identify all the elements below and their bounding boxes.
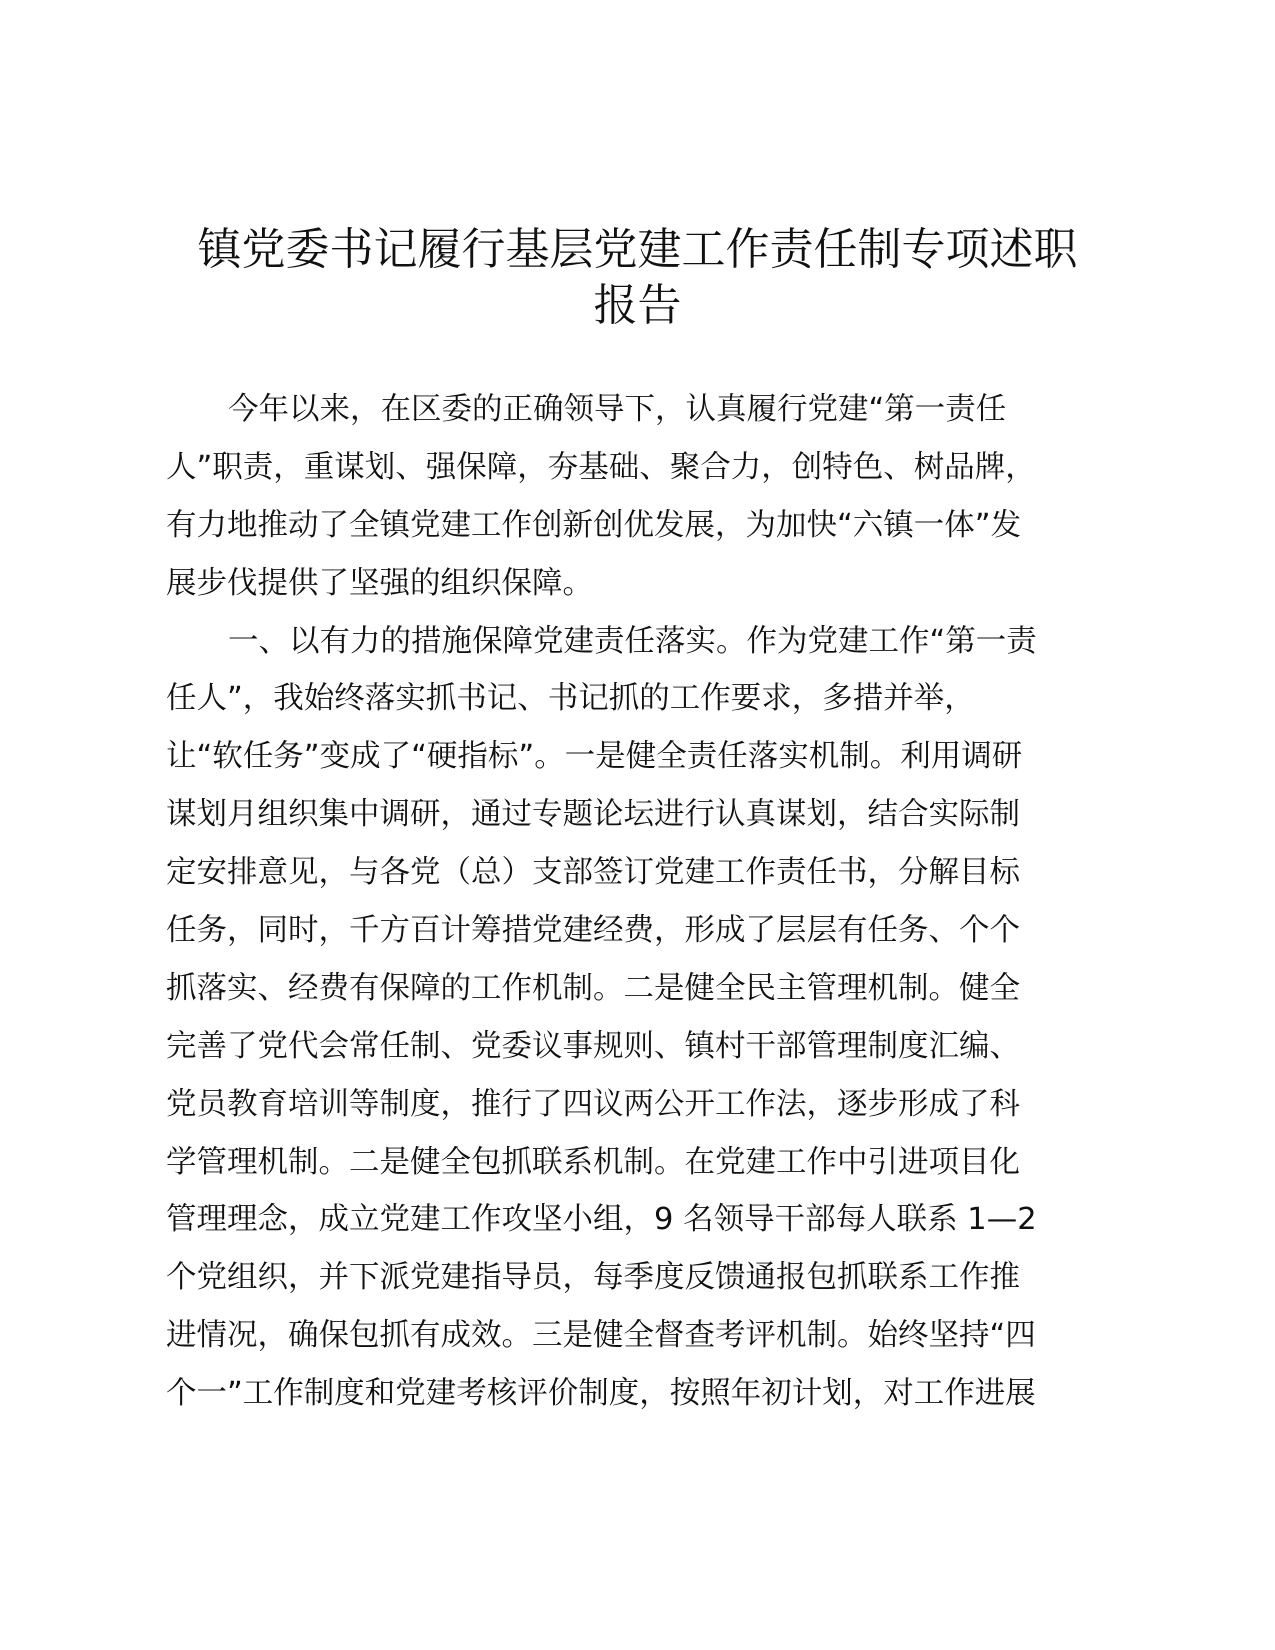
paragraph-line: 抓落实、经费有保障的工作机制。二是健全民主管理机制。健全 [166,970,1020,1006]
title-line: 报告 [593,280,682,331]
paragraph-line: 谋划月组织集中调研，通过专题论坛进行认真谋划，结合实际制 [166,797,1020,833]
paragraph-line: 人”职责，重谋划、强保障，夯基础、聚合力，创特色、树品牌， [166,449,1036,485]
paragraph-line: 任人”，我始终落实抓书记、书记抓的工作要求，多措并举， [166,681,975,717]
paragraph-line: 学管理机制。二是健全包抓联系机制。在党建工作中引进项目化 [166,1144,1020,1180]
paragraph-line: 定安排意见，与各党（总）支部签订党建工作责任书，分解目标 [166,855,1020,891]
document-title [150,222,1125,334]
paragraph-line: 管理理念，成立党建工作攻坚小组，9 名领导干部每人联系 1—2 [166,1202,1037,1238]
paragraph-line: 一、以有力的措施保障党建责任落实。作为党建工作“第一责 [228,623,1037,659]
paragraph-line: 今年以来，在区委的正确领导下，认真履行党建“第一责任 [228,392,1007,427]
paragraph-line: 党员教育培训等制度，推行了四议两公开工作法，逐步形成了科 [166,1086,1020,1122]
document-body [166,381,1126,1423]
paragraph-line: 让“软任务”变成了“硬指标”。一是健全责任落实机制。利用调研 [166,739,1023,775]
paragraph-line: 展步伐提供了坚强的组织保障。 [166,565,593,601]
paragraph-line: 任务，同时，千方百计筹措党建经费，形成了层层有任务、个个 [166,913,1020,949]
paragraph-line: 完善了党代会常任制、党委议事规则、镇村干部管理制度汇编、 [166,1028,1020,1064]
title-line: 镇党委书记履行基层党建工作责任制专项述职 [197,224,1078,275]
paragraph-line: 进情况，确保包抓有成效。三是健全督查考评机制。始终坚持“四 [166,1318,1036,1354]
paragraph-line: 个一”工作制度和党建考核评价制度，按照年初计划，对工作进展 [166,1376,1036,1412]
paragraph-line: 个党组织，并下派党建指导员，每季度反馈通报包抓联系工作推 [166,1260,1020,1296]
paragraph-line: 有力地推动了全镇党建工作创新创优发展，为加快“六镇一体”发 [166,507,1022,543]
